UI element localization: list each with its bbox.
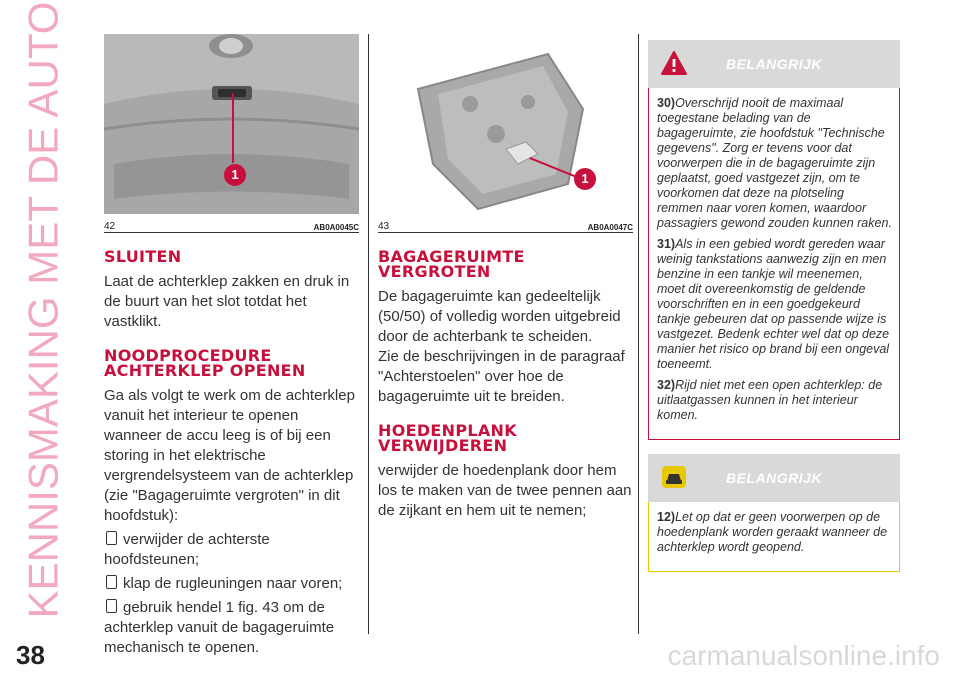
- heading-noodprocedure: NOODPROCEDURE ACHTERKLEP OPENEN: [104, 346, 306, 380]
- section-title: KENNISMAKING MET DE AUTO: [19, 1, 66, 619]
- figure-caption: [378, 214, 633, 233]
- warning-content: [648, 88, 900, 440]
- figure-caption: [104, 214, 359, 233]
- figure-number: 43: [378, 221, 390, 232]
- heading-sluiten: SLUITEN: [104, 247, 182, 266]
- callout-line: [232, 93, 234, 163]
- list-item: klap de rugleuningen naar voren;: [104, 574, 359, 594]
- paragraph: Laat de achterklep zakken en druk in de buurt van het slot totdat het vastklikt.: [104, 273, 350, 330]
- caution-title: BELANGRIJK: [725, 470, 822, 486]
- warning-item: 31)Als in een gebied wordt gereden waar weinig tankstations aanwezig zijn en men benzine in een tankje wil meenemen, moet dit overeenkomstig de geldende voorschriften en in een goedgekeurd tankje gebeuren dat op passende wijze is vastgezet. Bedenk echter wel dat op deze manier het risico op brand bij een ongeval toeneemt.: [657, 237, 890, 371]
- warning-item: 32)Rijd niet met een open achterklep: de uitlaatgassen kunnen in het interieur komen.: [657, 378, 883, 422]
- heading-hoedenplank: HOEDENPLANK VERWIJDEREN: [378, 421, 517, 455]
- warning-header: [648, 40, 900, 88]
- warning-title: BELANGRIJK: [725, 56, 822, 72]
- caution-item: 12)Let op dat er geen voorwerpen op de hoedenplank worden geraakt wanneer de achterklep wordt geopend.: [657, 510, 888, 554]
- lock-illustration: [378, 34, 633, 214]
- checkbox-bullet-icon: [106, 531, 117, 545]
- figure-code: AB0A0047C: [587, 223, 633, 232]
- warning-item: 30)Overschrijd nooit de maximaal toegestane belading van de bagageruimte, zie hoofdstuk "Technische gegevens". Zorg er tevens voor dat voorwerpen die in de bagageruimte zijn geplaatst, goed vastgezet zijn, om te voorkomen dat deze na plotseling remmen naar voren komen, waardoor passagiers gewond zouden kunnen raken.: [657, 96, 892, 230]
- caution-header: [648, 454, 900, 502]
- column-divider: [368, 34, 369, 634]
- figure-42: [104, 34, 359, 214]
- callout-badge: 1: [574, 168, 596, 190]
- figure-code: AB0A0045C: [313, 223, 359, 232]
- figure-number: 42: [104, 221, 116, 232]
- callout-badge: 1: [224, 164, 246, 186]
- page-number: 38: [16, 640, 45, 670]
- column-3: [648, 40, 900, 572]
- checkbox-bullet-icon: [106, 599, 117, 613]
- caution-content: [648, 502, 900, 572]
- heading-bagageruimte: BAGAGERUIMTE VERGROTEN: [378, 247, 525, 281]
- column-divider: [638, 34, 639, 634]
- paragraph: Ga als volgt te werk om de achterklep vanuit het interieur te openen wanneer de accu leeg is of bij een storing in het elektrische vergrendelsysteem van de achterklep (zie "Bagageruimte vergroten" in dit hoofdstuk):: [104, 387, 355, 524]
- figure-43: [378, 34, 633, 214]
- checkbox-bullet-icon: [106, 575, 117, 589]
- warning-triangle-icon: [660, 50, 688, 81]
- paragraph: Zie de beschrijvingen in de paragraaf "Achterstoelen" over hoe de bagageruimte uit te breiden.: [378, 348, 625, 405]
- list-item: verwijder de achterste hoofdsteunen;: [104, 531, 270, 568]
- list-item: gebruik hendel 1 fig. 43 om de achterklep vanuit de bagageruimte mechanisch te openen.: [104, 599, 335, 656]
- watermark: carmanualsonline.info: [667, 640, 940, 671]
- paragraph: De bagageruimte kan gedeeltelijk (50/50) of volledig worden uitgebreid door de achterbank te scheiden.: [378, 288, 621, 345]
- column-1: [104, 34, 359, 658]
- car-caution-icon: [660, 464, 688, 495]
- paragraph: verwijder de hoedenplank door hem los te maken van de twee pennen aan de zijkant en hem uit te nemen;: [378, 462, 632, 519]
- column-2: [378, 34, 633, 521]
